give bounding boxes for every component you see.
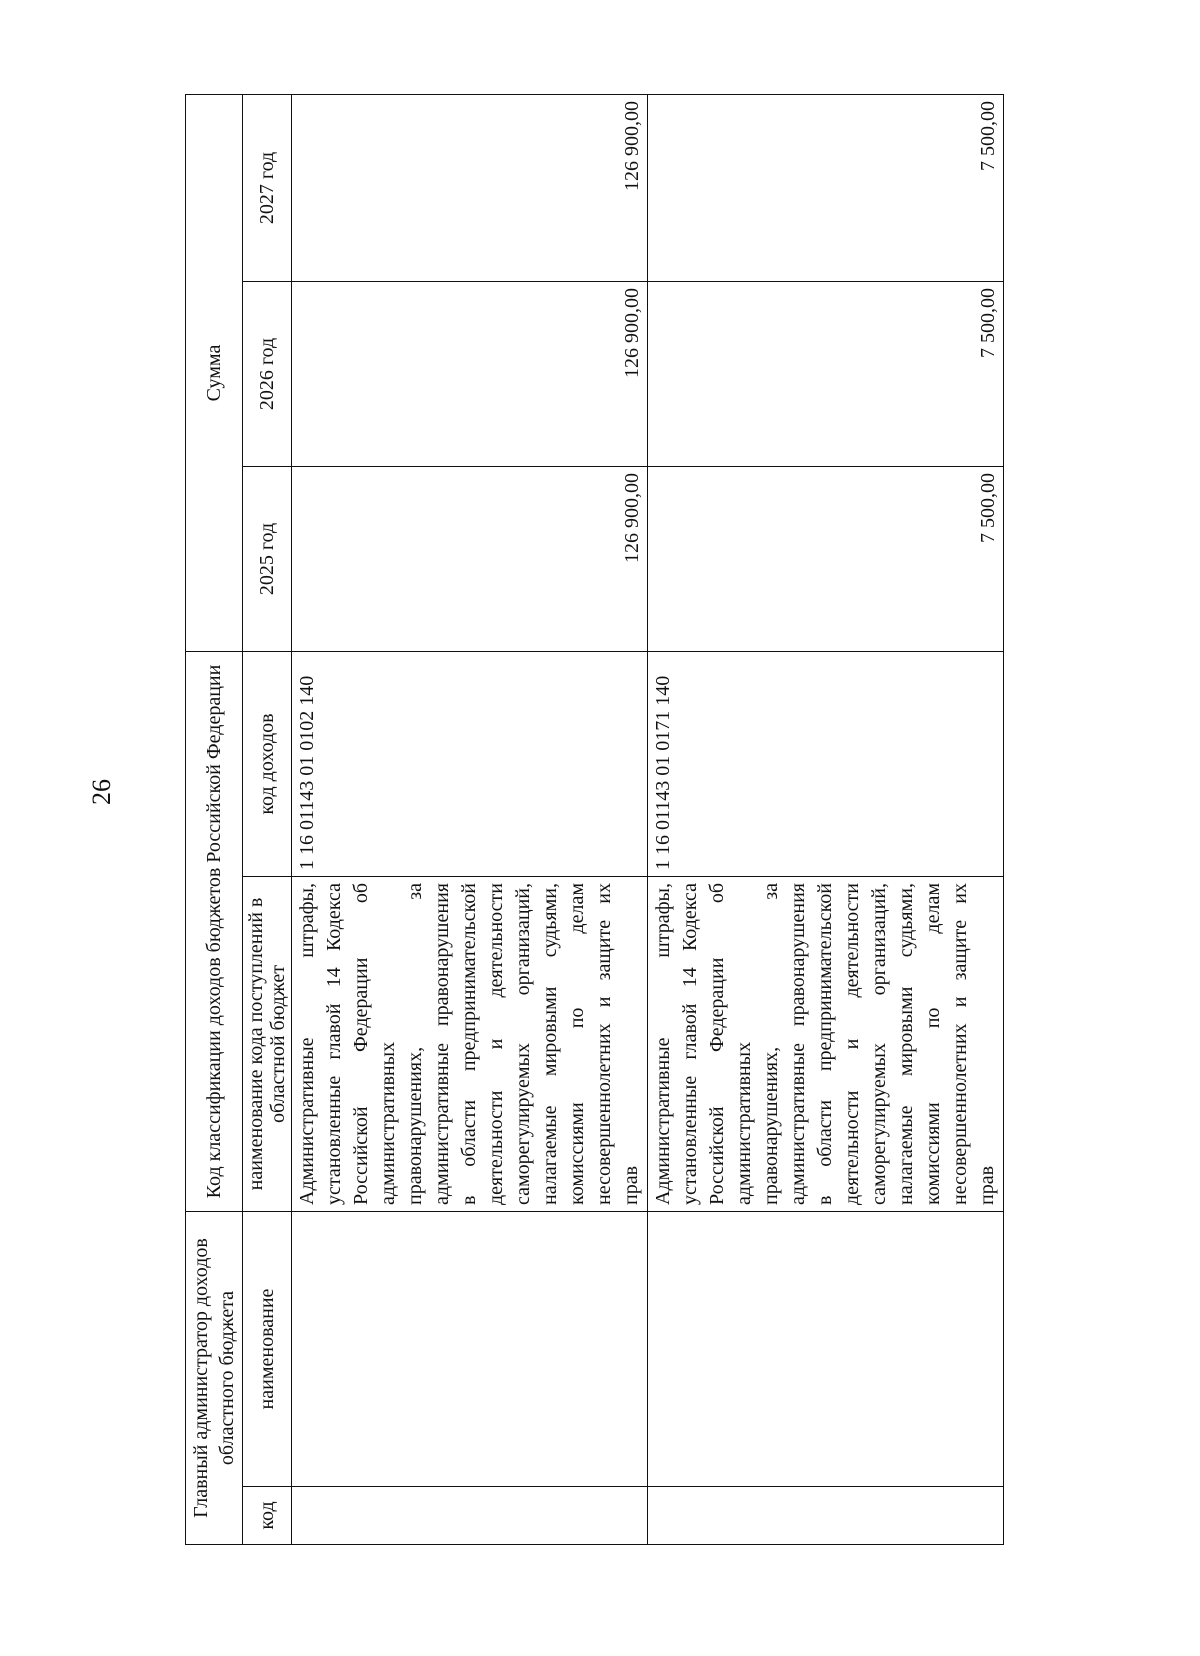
- row-admin-name: [292, 1212, 648, 1487]
- row-sum-2027: 126 900,00: [292, 94, 648, 281]
- table-row: [292, 94, 648, 1544]
- row-income-name: Административные штрафы, установленные главой 14 Кодекса Российской Федерации об административных правонарушениях, за административные правонарушения в области предпринимательской деятельности и деятельности саморегулируемых организаций, налагаемые мировыми судьями, комиссиями по делам несовершеннолетних и защите их прав: [292, 877, 648, 1212]
- header-admin-group: Главный администратор доходов областного бюджета: [186, 1212, 243, 1545]
- row-income-code: 1 16 01143 01 0102 140: [292, 652, 648, 877]
- row-sum-2027: 7 500,00: [648, 94, 1004, 281]
- header-year-2026: 2026 год: [243, 282, 292, 467]
- row-sum-2025: 126 900,00: [292, 467, 648, 652]
- header-year-2025: 2025 год: [243, 467, 292, 652]
- table-row: [648, 94, 1004, 1544]
- row-admin-name: [648, 1212, 1004, 1487]
- budget-table-rotated: [185, 95, 999, 1545]
- header-code-group: Код классификации доходов бюджетов Российской Федерации: [186, 652, 243, 1212]
- header-income-name: наименование кода поступлений в областной бюджет: [243, 877, 292, 1212]
- header-income-code: код доходов: [243, 652, 292, 877]
- budget-income-table: [185, 94, 1004, 1545]
- row-sum-2025: 7 500,00: [648, 467, 1004, 652]
- header-admin-name: наименование: [243, 1212, 292, 1487]
- row-income-name: Административные штрафы, установленные главой 14 Кодекса Российской Федерации об административных правонарушениях, за административные правонарушения в области предпринимательской деятельности и деятельности саморегулируемых организаций, налагаемые мировыми судьями, комиссиями по делам несовершеннолетних и защите их прав: [648, 877, 1004, 1212]
- row-admin-code: [292, 1487, 648, 1545]
- row-admin-code: [648, 1487, 1004, 1545]
- header-sum-group: Сумма: [186, 94, 243, 651]
- row-income-code: 1 16 01143 01 0171 140: [648, 652, 1004, 877]
- page-number: 26: [87, 779, 116, 805]
- row-sum-2026: 7 500,00: [648, 282, 1004, 467]
- row-sum-2026: 126 900,00: [292, 282, 648, 467]
- header-admin-code: код: [243, 1487, 292, 1545]
- header-year-2027: 2027 год: [243, 94, 292, 281]
